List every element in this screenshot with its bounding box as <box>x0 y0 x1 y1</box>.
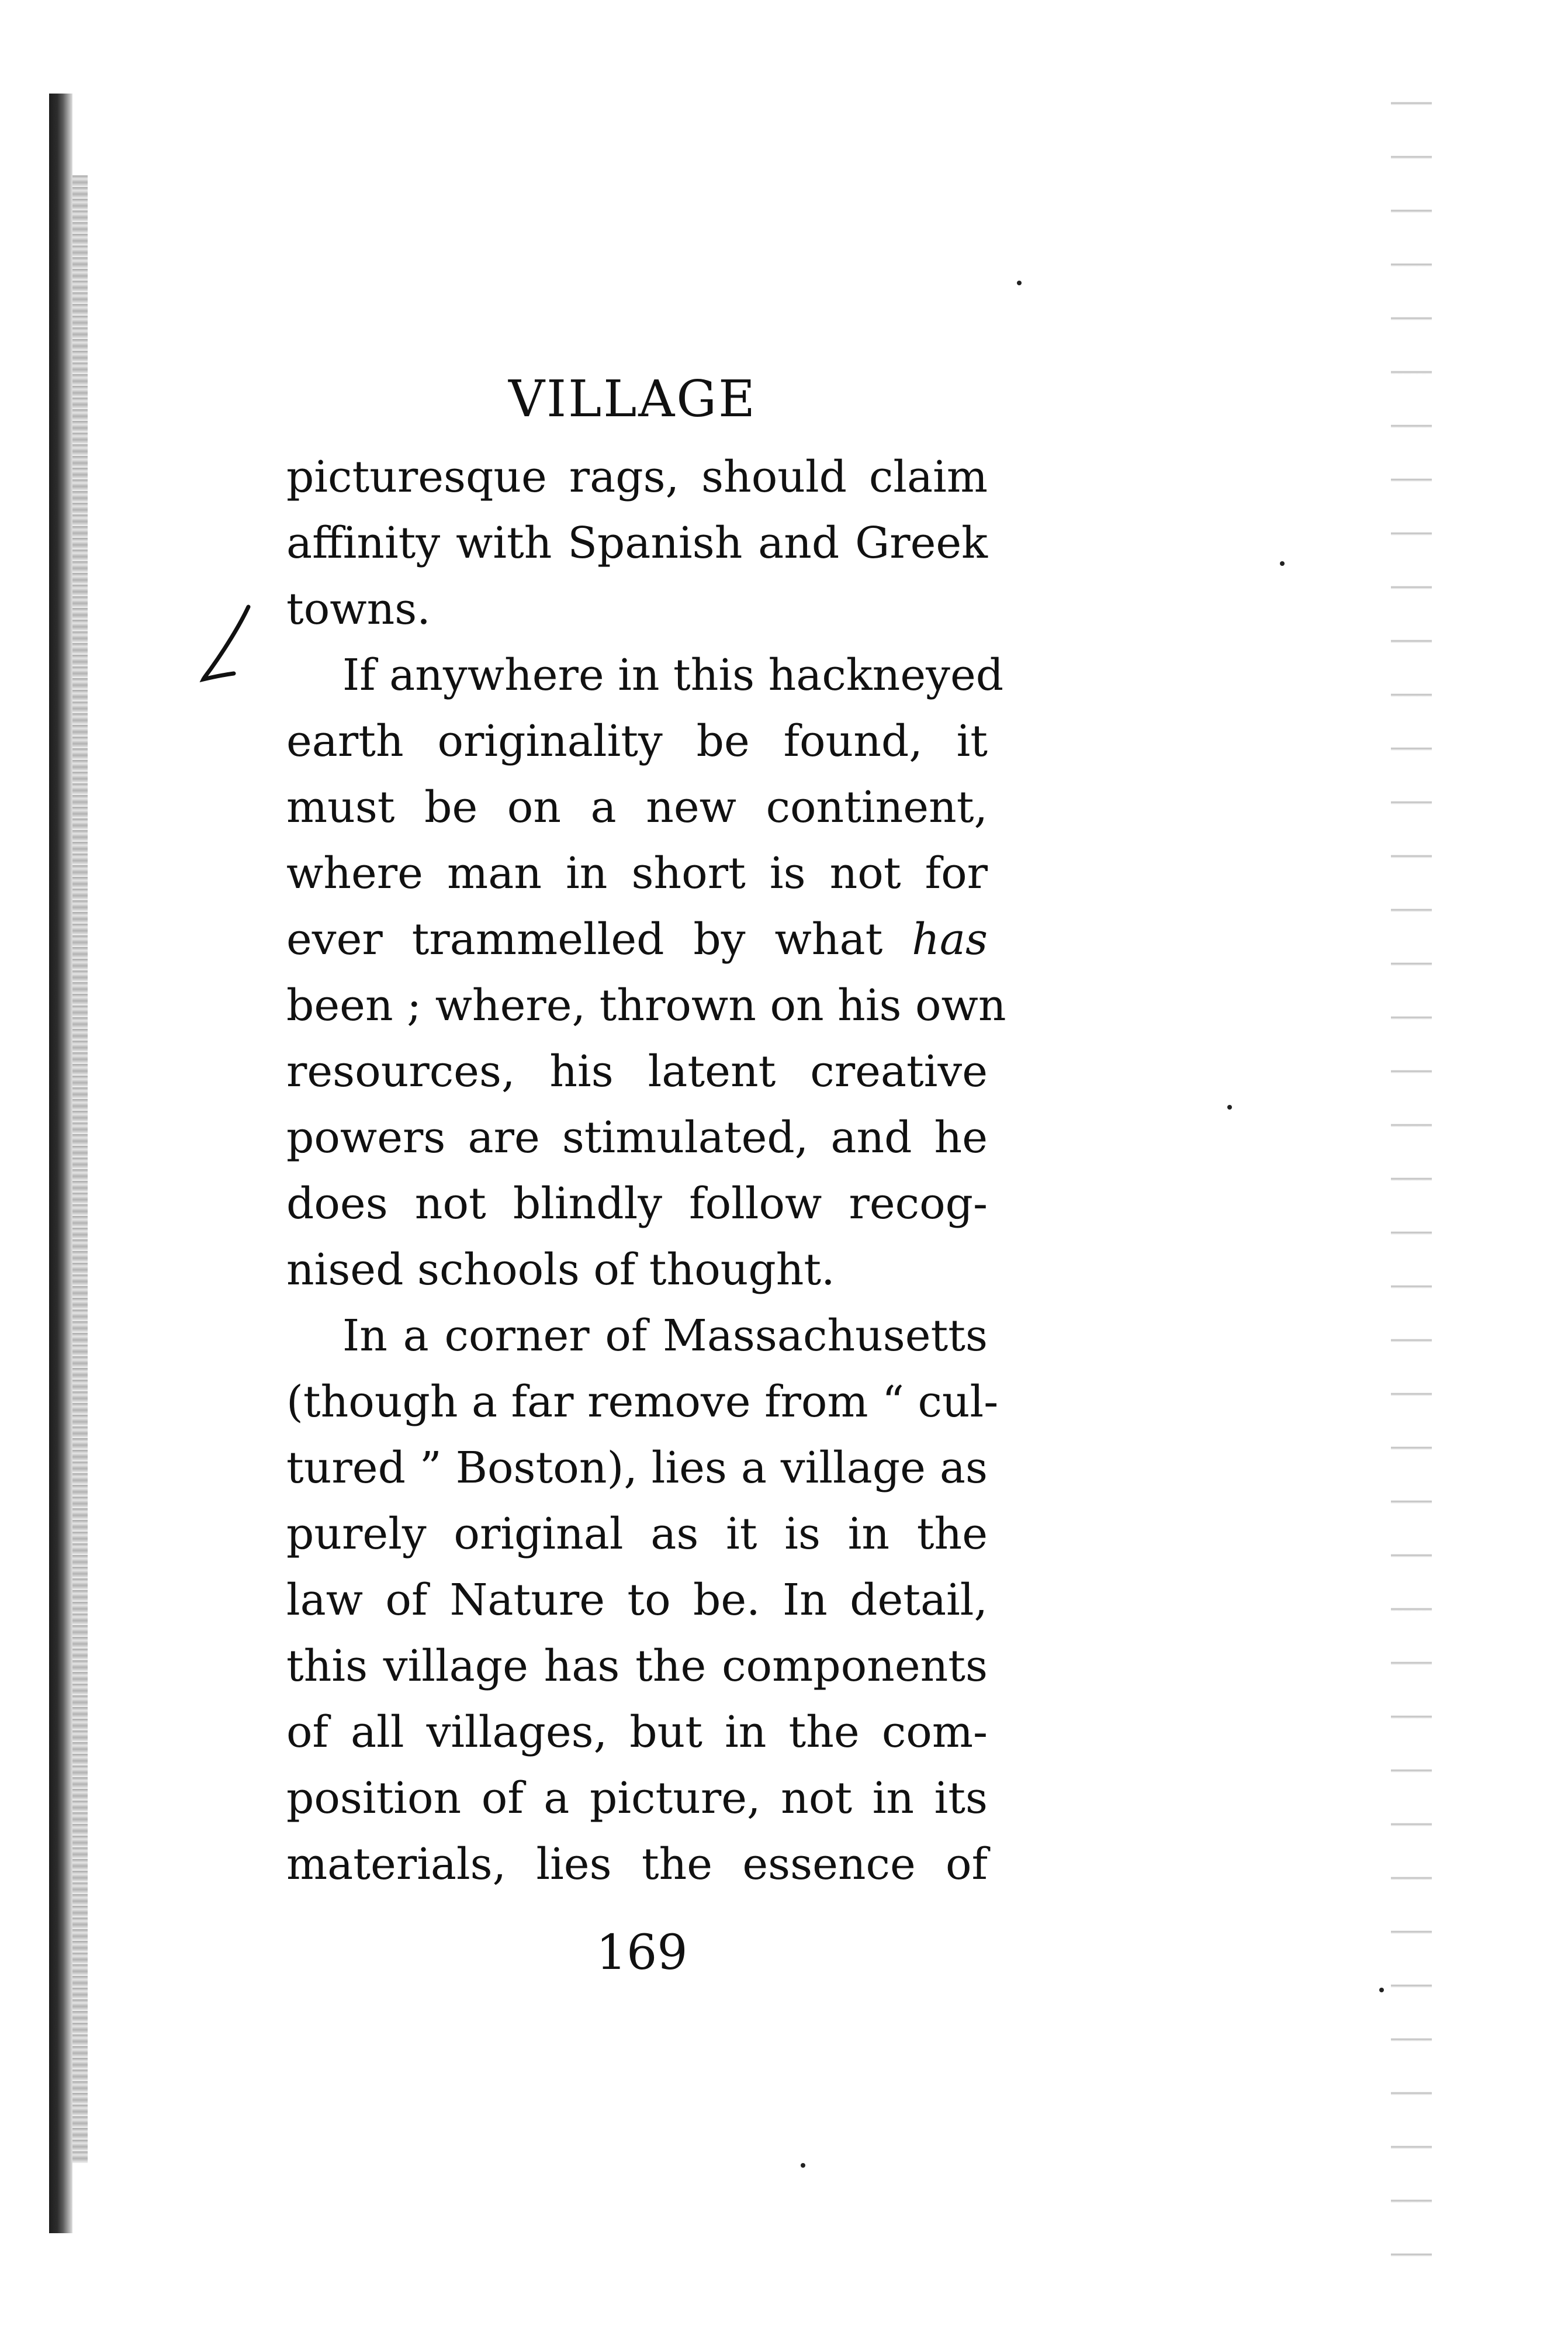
text-line-with-emphasis <box>286 907 988 973</box>
text-line: resources, his latent creative <box>286 1046 988 1097</box>
speck <box>801 2163 805 2168</box>
text-line: position of a picture, not in its <box>286 1773 988 1823</box>
text-line: purely original as it is in the <box>286 1509 988 1559</box>
text-line: powers are stimulated, and he <box>286 1113 988 1163</box>
text-line: nised schools of thought. <box>286 1245 835 1295</box>
book-spine-shadow <box>49 94 72 2233</box>
running-head: VILLAGE <box>508 370 757 429</box>
speck <box>1017 281 1022 285</box>
text-line: does not blindly follow recog- <box>286 1179 988 1229</box>
text-line: In a corner of Massachusetts <box>342 1311 988 1361</box>
text-line: affinity with Spanish and Greek <box>286 518 988 568</box>
body-text <box>286 444 1006 1898</box>
text-line: picturesque rags, should claim <box>286 452 988 502</box>
emphasized-word: has <box>912 914 988 965</box>
text-line: law of Nature to be. In detail, <box>286 1575 988 1625</box>
text-line-start: ever trammelled by what <box>286 914 883 965</box>
speck <box>1379 1988 1384 1992</box>
text-line: been ; where, thrown on his own <box>286 980 1006 1031</box>
speck <box>1227 1105 1232 1110</box>
text-line: tured ” Boston), lies a village as <box>286 1443 988 1493</box>
text-line: towns. <box>286 584 431 634</box>
text-line: of all villages, but in the com- <box>286 1707 988 1757</box>
gutter-texture <box>72 175 88 2163</box>
speck <box>1280 561 1285 566</box>
pencil-checkmark-icon <box>193 602 257 690</box>
text-line: If anywhere in this hackneyed <box>342 650 1004 700</box>
page-edge-specks <box>1391 82 1432 2268</box>
text-line: this village has the components <box>286 1641 988 1691</box>
text-line: materials, lies the essence of <box>286 1839 988 1889</box>
text-line: (though a far remove from “ cul- <box>286 1377 999 1427</box>
text-line: earth originality be found, it <box>286 716 988 766</box>
page-number: 169 <box>596 1925 688 1981</box>
text-line: must be on a new continent, <box>286 782 988 832</box>
text-line: where man in short is not for <box>286 848 988 899</box>
